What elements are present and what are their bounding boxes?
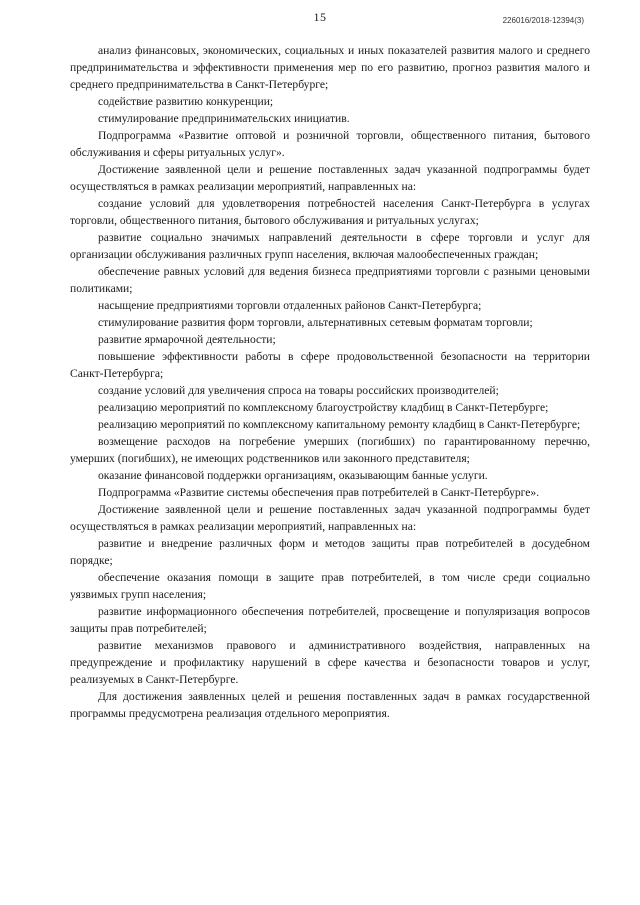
document-id: 226016/2018-12394(3) xyxy=(502,16,584,25)
paragraph: содействие развитию конкуренции; xyxy=(98,95,274,108)
paragraph: развитие информационного обеспечения потребителей, просвещение и популяризация вопросов защиты прав потребителей; xyxy=(70,605,590,635)
subprogram-heading: Подпрограмма «Развитие оптовой и розничной торговли, общественного питания, бытового обслуживания и сферы ритуальных услуг». xyxy=(70,129,590,159)
paragraph: анализ финансовых, экономических, социальных и иных показателей развития малого и среднего предпринимательства и эффективности применения мер по его развитию, прогноз развития малого и среднего предпринимательства в Санкт-Петербурге; xyxy=(70,44,590,91)
paragraph: Достижение заявленной цели и решение поставленных задач указанной подпрограммы будет осуществляться в рамках реализации мероприятий, направленных на: xyxy=(70,503,590,533)
page-number: 15 xyxy=(313,10,327,24)
paragraph: повышение эффективности работы в сфере продовольственной безопасности на территории Санкт-Петербурга; xyxy=(70,350,590,380)
paragraph: развитие механизмов правового и административного воздействия, направленных на предупреждение и профилактику нарушений в сфере качества и безопасности товаров и услуг, реализуемых в Санкт-Петербурге. xyxy=(70,639,590,686)
paragraph: развитие социально значимых направлений деятельности в сфере торговли и услуг для организации обслуживания различных групп населения, включая малообеспеченных граждан; xyxy=(70,231,590,261)
paragraph: стимулирование предпринимательских инициатив. xyxy=(98,112,350,125)
paragraph: насыщение предприятиями торговли отдаленных районов Санкт-Петербурга; xyxy=(98,299,482,312)
paragraph: развитие и внедрение различных форм и методов защиты прав потребителей в досудебном порядке; xyxy=(70,537,590,567)
paragraph: стимулирование развития форм торговли, альтернативных сетевым форматам торговли; xyxy=(98,316,533,329)
subprogram-heading: Подпрограмма «Развитие системы обеспечения прав потребителей в Санкт-Петербурге». xyxy=(98,486,540,499)
paragraph: создание условий для удовлетворения потребностей населения Санкт-Петербурга в услугах торговли, общественного питания, бытового обслуживания и ритуальных услугах; xyxy=(70,197,590,227)
paragraph: обеспечение равных условий для ведения бизнеса предприятиями торговли с разными ценовыми политиками; xyxy=(70,265,590,295)
paragraph: обеспечение оказания помощи в защите прав потребителей, в том числе среди социально уязвимых групп населения; xyxy=(70,571,590,601)
paragraph: реализацию мероприятий по комплексному благоустройству кладбищ в Санкт-Петербурге; xyxy=(98,401,549,414)
paragraph: Достижение заявленной цели и решение поставленных задач указанной подпрограммы будет осуществляться в рамках реализации мероприятий, направленных на: xyxy=(70,163,590,193)
paragraph: развитие ярмарочной деятельности; xyxy=(98,333,276,346)
paragraph: Для достижения заявленных целей и решения поставленных задач в рамках государственной программы предусмотрена реализация отдельного мероприятия. xyxy=(70,690,590,720)
paragraph: возмещение расходов на погребение умерших (погибших) по гарантированному перечню, умерших (погибших), не имеющих родственников или законного представителя; xyxy=(70,435,590,465)
paragraph: реализацию мероприятий по комплексному капитальному ремонту кладбищ в Санкт-Петербурге; xyxy=(98,418,581,431)
paragraph: оказание финансовой поддержки организациям, оказывающим банные услуги. xyxy=(98,469,488,482)
paragraph: создание условий для увеличения спроса на товары российских производителей; xyxy=(98,384,499,397)
document-body xyxy=(70,42,590,722)
